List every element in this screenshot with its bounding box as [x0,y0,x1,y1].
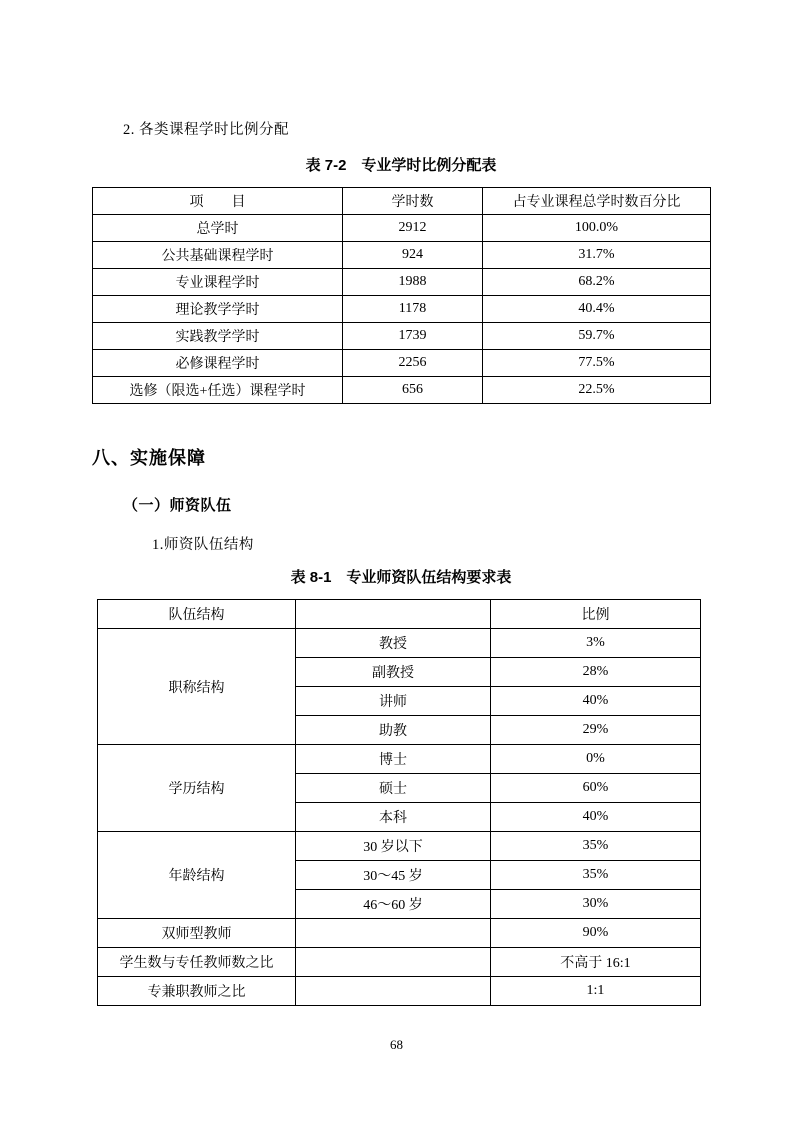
cell-ratio: 0% [491,745,701,774]
table-8-1 [97,599,701,1006]
cell-empty [296,977,491,1006]
header-cell-ratio: 比例 [491,600,701,629]
cell-category: 本科 [296,803,491,832]
table-row [93,350,711,377]
group-label-age-structure: 年龄结构 [98,832,296,919]
cell-ratio: 35% [491,832,701,861]
cell-percent: 59.7% [483,323,711,350]
subsubsection-heading: 1.师资队伍结构 [152,537,254,553]
table-row [98,977,701,1006]
cell-percent: 40.4% [483,296,711,323]
cell-ratio: 不高于 16:1 [491,948,701,977]
cell-category: 硕士 [296,774,491,803]
table-row [93,215,711,242]
table-7-2-caption: 表 7-2 专业学时比例分配表 [305,157,497,174]
cell-ratio: 40% [491,687,701,716]
table-header-row [93,188,711,215]
cell-ratio: 29% [491,716,701,745]
table-row [93,377,711,404]
cell-label: 学生数与专任教师数之比 [98,948,296,977]
cell-category: 30～45 岁 [296,861,491,890]
table-row [98,919,701,948]
cell-percent: 31.7% [483,242,711,269]
cell-percent: 68.2% [483,269,711,296]
cell-ratio: 90% [491,919,701,948]
cell-category: 教授 [296,629,491,658]
cell-ratio: 3% [491,629,701,658]
list-item-heading: 2. 各类课程学时比例分配 [123,122,289,138]
section-heading: 八、实施保障 [92,448,206,468]
cell-ratio: 35% [491,861,701,890]
cell-hours: 656 [343,377,483,404]
cell-category: 讲师 [296,687,491,716]
cell-item: 理论教学学时 [93,296,343,323]
table-row [93,296,711,323]
cell-item: 实践教学学时 [93,323,343,350]
page-number: 68 [390,1037,403,1052]
cell-hours: 1178 [343,296,483,323]
cell-hours: 2912 [343,215,483,242]
cell-hours: 2256 [343,350,483,377]
cell-item: 总学时 [93,215,343,242]
cell-category: 助教 [296,716,491,745]
table-row [98,745,701,774]
cell-item: 公共基础课程学时 [93,242,343,269]
table-row [93,242,711,269]
table-header-row [98,600,701,629]
cell-percent: 100.0% [483,215,711,242]
cell-ratio: 60% [491,774,701,803]
cell-category: 博士 [296,745,491,774]
cell-percent: 22.5% [483,377,711,404]
cell-percent: 77.5% [483,350,711,377]
table-row [98,629,701,658]
cell-ratio: 30% [491,890,701,919]
header-cell-structure: 队伍结构 [98,600,296,629]
cell-empty [296,948,491,977]
table-row [93,269,711,296]
cell-label: 双师型教师 [98,919,296,948]
cell-label: 专兼职教师之比 [98,977,296,1006]
cell-category: 46～60 岁 [296,890,491,919]
table-row [98,832,701,861]
cell-empty [296,919,491,948]
header-cell-hours: 学时数 [343,188,483,215]
group-label-degree-structure: 学历结构 [98,745,296,832]
table-7-2 [92,187,711,404]
group-label-title-structure: 职称结构 [98,629,296,745]
cell-hours: 1739 [343,323,483,350]
cell-ratio: 1:1 [491,977,701,1006]
cell-hours: 1988 [343,269,483,296]
table-8-1-caption: 表 8-1 专业师资队伍结构要求表 [290,569,512,586]
header-cell-empty [296,600,491,629]
cell-item: 专业课程学时 [93,269,343,296]
cell-ratio: 40% [491,803,701,832]
page-content [92,0,710,1006]
subsection-heading: （一）师资队伍 [123,497,232,514]
cell-hours: 924 [343,242,483,269]
cell-item: 必修课程学时 [93,350,343,377]
cell-category: 副教授 [296,658,491,687]
header-cell-item: 项 目 [93,188,343,215]
cell-category: 30 岁以下 [296,832,491,861]
table-row [98,948,701,977]
table-row [93,323,711,350]
cell-ratio: 28% [491,658,701,687]
header-cell-percent: 占专业课程总学时数百分比 [483,188,711,215]
cell-item: 选修（限选+任选）课程学时 [93,377,343,404]
